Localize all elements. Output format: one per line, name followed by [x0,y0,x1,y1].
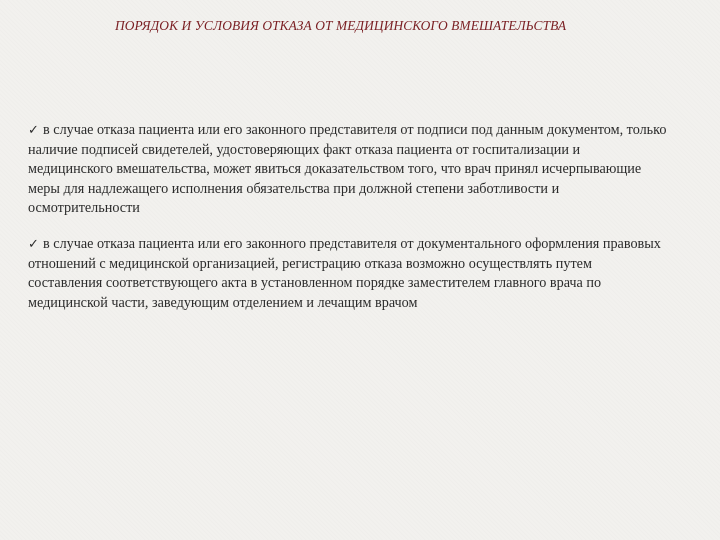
bullet-item [28,235,668,313]
bullet-text: в случае отказа пациента или его законного представителя от документального оформления правовых отношений с медицинской организацией, регистрацию отказа возможно осуществлять путем составления соответствующего акта в установленном порядке заместителем главного врача по медицинской части, заведующим отделением и лечащим врачом [28,236,661,311]
bullet-text: в случае отказа пациента или его законного представителя от подписи под данным документом, только наличие подписей свидетелей, удостоверяющих факт отказа пациента от госпитализации и медицинского вмешательства, может явиться доказательством того, что врач принял исчерпывающие меры для надлежащего исполнения обязательства при должной степени заботливости и осмотрительности [28,122,667,217]
bullet-item [28,121,668,219]
check-mark-icon: ✓ [28,237,44,252]
check-mark-icon: ✓ [28,123,44,138]
slide-title: ПОРЯДОК И УСЛОВИЯ ОТКАЗА ОТ МЕДИЦИНСКОГО ВМЕШАТЕЛЬСТВА [115,18,567,33]
